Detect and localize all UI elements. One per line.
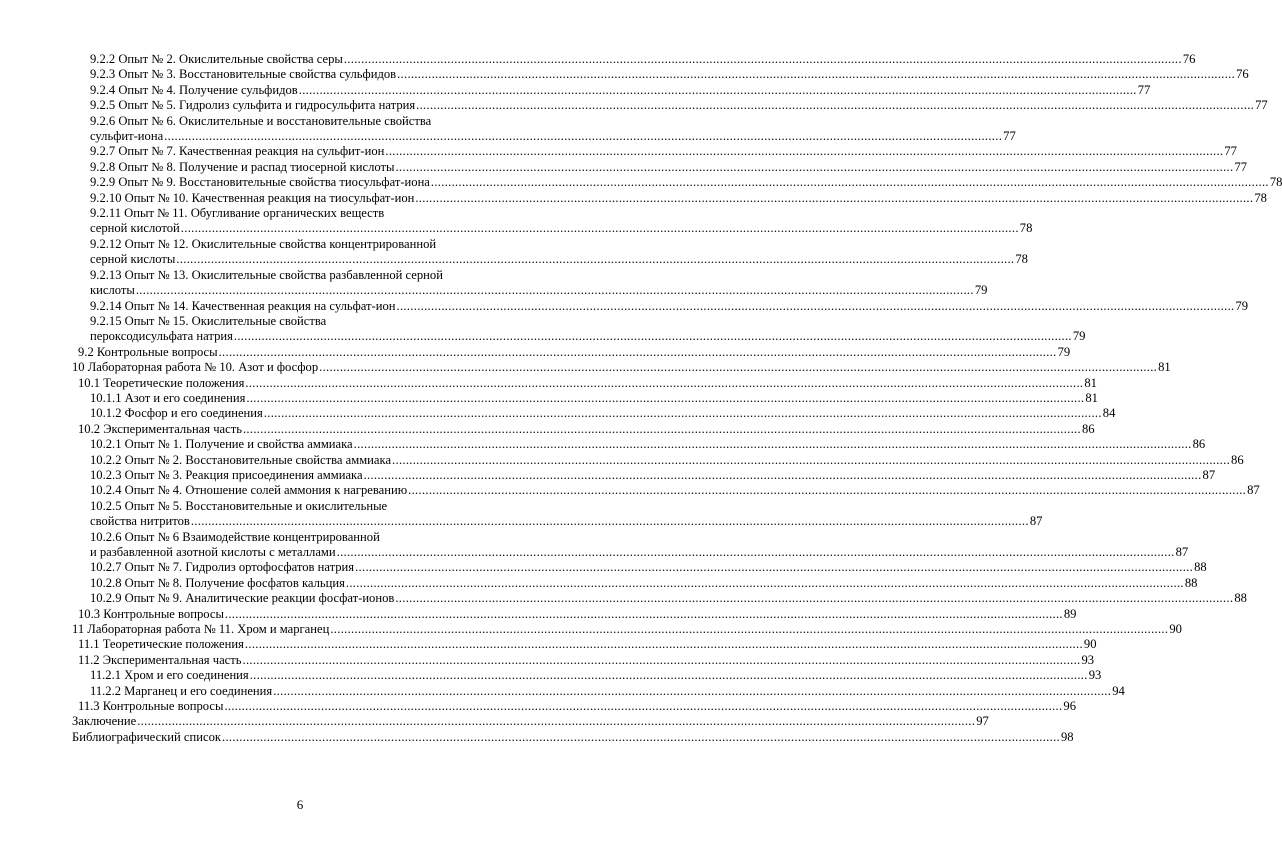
- dot-leader: ...................................................................................................................................................................................................................................................: [164, 129, 1003, 144]
- toc-entry-row: [72, 360, 1171, 375]
- dot-leader: ...................................................................................................................................................................................................................................................: [273, 683, 1112, 698]
- dot-leader: ...................................................................................................................................................................................................................................................: [263, 406, 1102, 421]
- toc-entry-title-line: 9.2.12 Опыт № 12. Окислительные свойства концентрированной: [90, 236, 437, 251]
- toc-entry-title: серной кислотой: [90, 221, 180, 236]
- toc-entry-title: свойства нитритов: [90, 514, 190, 529]
- toc-entry-title: 9.2.5 Опыт № 5. Гидролиз сульфита и гидросульфита натрия: [90, 98, 416, 113]
- toc-entry-row: [90, 575, 1198, 591]
- dot-leader: ...................................................................................................................................................................................................................................................: [244, 637, 1083, 652]
- toc-page-number: 78: [1269, 175, 1282, 190]
- toc-entry-title: 10.2 Экспериментальная часть: [78, 421, 242, 436]
- toc-entry[interactable]: [72, 267, 988, 299]
- dot-leader: ...................................................................................................................................................................................................................................................: [245, 375, 1084, 390]
- toc-entry-title: 10.2.3 Опыт № 3. Реакция присоединения аммиака: [90, 467, 363, 482]
- toc-entry[interactable]: [72, 113, 1016, 145]
- toc-page-number: 77: [1003, 129, 1016, 144]
- toc-page-number: 78: [1254, 190, 1267, 205]
- dot-leader: ...................................................................................................................................................................................................................................................: [430, 175, 1269, 190]
- toc-entry-row: [90, 390, 1098, 406]
- dot-leader: ...................................................................................................................................................................................................................................................: [249, 668, 1088, 683]
- toc-entry[interactable]: [72, 175, 1282, 190]
- dot-leader: ...................................................................................................................................................................................................................................................: [343, 52, 1182, 66]
- toc-entry-row: [90, 190, 1267, 206]
- toc-entry[interactable]: [72, 190, 1267, 206]
- toc-entry-row: [90, 467, 1216, 483]
- dot-leader: ...................................................................................................................................................................................................................................................: [135, 283, 974, 298]
- dot-leader: ...................................................................................................................................................................................................................................................: [180, 221, 1019, 236]
- toc-page-number: 81: [1158, 360, 1171, 375]
- toc-entry[interactable]: [72, 360, 1171, 375]
- toc-entry-title: 9.2.3 Опыт № 3. Восстановительные свойства сульфидов: [90, 67, 397, 82]
- dot-leader: ...................................................................................................................................................................................................................................................: [242, 652, 1081, 667]
- toc-entry[interactable]: [72, 606, 1077, 622]
- dot-leader: ...................................................................................................................................................................................................................................................: [345, 575, 1184, 590]
- dot-leader: ...................................................................................................................................................................................................................................................: [319, 360, 1158, 375]
- toc-entry[interactable]: [72, 437, 1206, 452]
- toc-entry[interactable]: [72, 390, 1098, 406]
- toc-entry-row: [90, 406, 1116, 421]
- toc-entry-row: [78, 375, 1097, 391]
- dot-leader: ...................................................................................................................................................................................................................................................: [176, 252, 1015, 267]
- toc-entry-row: [78, 344, 1071, 360]
- toc-entry-title: 10.2.9 Опыт № 9. Аналитические реакции фосфат-ионов: [90, 591, 395, 606]
- toc-entry-title: 10.2.4 Опыт № 4. Отношение солей аммония к нагреванию: [90, 483, 408, 498]
- toc-entry[interactable]: [72, 498, 1043, 530]
- toc-page-number: 79: [1072, 329, 1086, 344]
- toc-page-number: 94: [1112, 683, 1125, 698]
- toc-page-number: 81: [1084, 375, 1097, 390]
- toc-entry-row: [90, 452, 1244, 468]
- toc-entry-title: 9.2.8 Опыт № 8. Получение и распад тиосерной кислоты: [90, 159, 395, 174]
- toc-entry-title: 11.2.1 Хром и его соединения: [90, 668, 249, 683]
- toc-page-number: 96: [1063, 699, 1076, 714]
- toc-entry-row: [78, 421, 1095, 437]
- toc-entry-row: [90, 437, 1206, 452]
- toc-entry[interactable]: [72, 236, 1028, 268]
- dot-leader: ...................................................................................................................................................................................................................................................: [246, 390, 1085, 405]
- toc-entry-title: кислоты: [90, 283, 135, 298]
- toc-page-number: 77: [1255, 98, 1268, 113]
- toc-page-number: 86: [1231, 452, 1244, 467]
- toc-entry-title-line: 9.2.6 Опыт № 6. Окислительные и восстановительные свойства: [90, 113, 432, 128]
- toc-entry-title: Библиографический список: [72, 729, 221, 744]
- toc-entry-row: [90, 683, 1125, 699]
- toc-entry-row: [90, 82, 1151, 98]
- dot-leader: ...................................................................................................................................................................................................................................................: [363, 467, 1202, 482]
- toc-page-number: 77: [1224, 144, 1237, 159]
- toc-page-number: 88: [1184, 575, 1198, 590]
- toc-page-number: 76: [1182, 52, 1196, 66]
- toc-entry-row: [90, 144, 1237, 159]
- toc-entry-row: [90, 298, 1249, 314]
- toc-entry-row: [90, 67, 1249, 82]
- toc-entry[interactable]: [72, 683, 1125, 699]
- toc-entry[interactable]: [72, 67, 1249, 82]
- toc-entry[interactable]: [72, 529, 1189, 561]
- dot-leader: ...................................................................................................................................................................................................................................................: [397, 67, 1236, 82]
- toc-entry-title-line: 9.2.13 Опыт № 13. Окислительные свойства разбавленной серной: [90, 267, 443, 282]
- toc-entry[interactable]: [72, 98, 1268, 113]
- dot-leader: ...................................................................................................................................................................................................................................................: [222, 729, 1060, 744]
- toc-entry[interactable]: [72, 159, 1248, 175]
- toc-entry-title: 10.2.2 Опыт № 2. Восстановительные свойства аммиака: [90, 452, 392, 467]
- toc-entry[interactable]: [72, 82, 1151, 98]
- toc-page-number: 88: [1234, 591, 1247, 606]
- toc-entry-row: [90, 483, 1260, 498]
- toc-page-number: 77: [1234, 159, 1248, 174]
- toc-entry[interactable]: [72, 652, 1095, 668]
- toc-entry-row: [78, 637, 1097, 652]
- toc-entry[interactable]: [72, 375, 1097, 391]
- toc-entry-title: 9.2.2 Опыт № 2. Окислительные свойства серы: [90, 52, 343, 66]
- toc-entry[interactable]: [72, 467, 1216, 483]
- toc-entry[interactable]: [72, 575, 1198, 591]
- toc-entry[interactable]: [72, 406, 1116, 421]
- toc-entry-title-line: 10.2.5 Опыт № 5. Восстановительные и окислительные: [90, 498, 388, 513]
- toc-entry-row: [72, 714, 989, 729]
- toc-entry[interactable]: [72, 637, 1097, 652]
- toc-page-number: 78: [1015, 252, 1028, 267]
- toc-entry[interactable]: [72, 52, 1196, 67]
- toc-page-number: 93: [1081, 652, 1095, 667]
- toc-entry-row: [90, 52, 1196, 67]
- toc-entry[interactable]: [72, 344, 1071, 360]
- toc-entry-title-line: 9.2.11 Опыт № 11. Обугливание органических веществ: [90, 206, 385, 221]
- toc-entry-title: 9.2 Контрольные вопросы: [78, 344, 218, 359]
- dot-leader: ...................................................................................................................................................................................................................................................: [353, 437, 1192, 452]
- toc-entry-row: [90, 283, 988, 298]
- table-of-contents: [72, 52, 1282, 745]
- toc-entry[interactable]: [72, 699, 1076, 714]
- dot-leader: ...................................................................................................................................................................................................................................................: [395, 591, 1234, 606]
- toc-entry-title: 9.2.10 Опыт № 10. Качественная реакция на тиосульфат-ион: [90, 190, 415, 205]
- toc-page-number: 93: [1088, 668, 1102, 683]
- toc-entry-row: [90, 329, 1086, 344]
- toc-page-number: 78: [1019, 221, 1033, 236]
- dot-leader: ...................................................................................................................................................................................................................................................: [233, 329, 1072, 344]
- dot-leader: ...................................................................................................................................................................................................................................................: [224, 699, 1063, 714]
- toc-entry-row: [72, 622, 1182, 637]
- toc-page-number: 81: [1085, 390, 1098, 405]
- toc-page-number: 90: [1169, 622, 1182, 637]
- toc-entry-title: сульфит-иона: [90, 129, 164, 144]
- toc-entry-title: 9.2.7 Опыт № 7. Качественная реакция на сульфит-ион: [90, 144, 385, 159]
- toc-entry-title: серной кислоты: [90, 252, 176, 267]
- toc-page-number: 79: [1235, 298, 1249, 313]
- toc-entry-title: 10.2.7 Опыт № 7. Гидролиз ортофосфатов натрия: [90, 560, 355, 575]
- dot-leader: ...................................................................................................................................................................................................................................................: [190, 514, 1029, 529]
- toc-page-number: 87: [1175, 545, 1189, 559]
- dot-leader: ...................................................................................................................................................................................................................................................: [385, 144, 1224, 159]
- toc-entry-row: [78, 606, 1077, 622]
- toc-entry-title: 9.2.4 Опыт № 4. Получение сульфидов: [90, 82, 298, 97]
- toc-page-number: 86: [1192, 437, 1206, 452]
- toc-entry-title: Заключение: [72, 714, 137, 729]
- toc-entry[interactable]: [72, 421, 1095, 437]
- toc-entry[interactable]: [72, 622, 1182, 637]
- toc-entry-row: [72, 729, 1074, 745]
- toc-page-number: 90: [1083, 637, 1097, 652]
- toc-entry-row: [90, 159, 1248, 175]
- toc-entry-title: 9.2.9 Опыт № 9. Восстановительные свойства тиосульфат-иона: [90, 175, 430, 190]
- toc-page-number: 77: [1137, 82, 1151, 97]
- toc-entry-title: пероксодисульфата натрия: [90, 329, 233, 344]
- dot-leader: ...................................................................................................................................................................................................................................................: [224, 606, 1063, 621]
- dot-leader: ...................................................................................................................................................................................................................................................: [396, 298, 1235, 313]
- dot-leader: ...................................................................................................................................................................................................................................................: [298, 82, 1137, 97]
- toc-entry-row: [90, 591, 1247, 606]
- toc-entry-row: [90, 129, 1016, 144]
- dot-leader: ...................................................................................................................................................................................................................................................: [415, 190, 1254, 205]
- toc-entry[interactable]: [72, 206, 1033, 237]
- toc-entry-row: [90, 545, 1189, 560]
- toc-entry-title: 11.3 Контрольные вопросы: [78, 699, 224, 714]
- toc-page-number: 87: [1029, 514, 1043, 529]
- toc-page-number: 98: [1060, 729, 1074, 744]
- toc-entry-title: 10.3 Контрольные вопросы: [78, 606, 224, 621]
- toc-entry-row: [90, 668, 1102, 683]
- dot-leader: ...................................................................................................................................................................................................................................................: [330, 622, 1169, 637]
- toc-page-number: 76: [1236, 67, 1249, 82]
- toc-page-number: 97: [976, 714, 989, 729]
- dot-leader: ...................................................................................................................................................................................................................................................: [392, 452, 1231, 467]
- toc-entry-title: 11.1 Теоретические положения: [78, 637, 244, 652]
- page-number: 6: [296, 797, 304, 812]
- dot-leader: ...................................................................................................................................................................................................................................................: [416, 98, 1255, 113]
- toc-page-number: 79: [974, 283, 988, 298]
- toc-entry[interactable]: [72, 452, 1244, 468]
- toc-entry-title: 10.2.1 Опыт № 1. Получение и свойства аммиака: [90, 437, 353, 452]
- dot-leader: ...................................................................................................................................................................................................................................................: [395, 159, 1234, 174]
- toc-entry-title: 10 Лабораторная работа № 10. Азот и фосфор: [72, 360, 319, 375]
- toc-page-number: 87: [1247, 483, 1260, 498]
- toc-entry[interactable]: [72, 298, 1249, 314]
- toc-page-number: 89: [1063, 606, 1077, 621]
- toc-entry[interactable]: [72, 591, 1247, 606]
- toc-entry-title: 10.1.1 Азот и его соединения: [90, 390, 246, 405]
- dot-leader: ...................................................................................................................................................................................................................................................: [242, 421, 1081, 436]
- toc-entry[interactable]: [72, 560, 1207, 575]
- toc-entry-title: и разбавленной азотной кислоты с металлами: [90, 545, 336, 559]
- toc-entry-row: [90, 98, 1268, 113]
- toc-entry[interactable]: [72, 729, 1074, 745]
- toc-entry-title: 10.1.2 Фосфор и его соединения: [90, 406, 263, 421]
- toc-entry[interactable]: [72, 313, 1086, 345]
- toc-entry[interactable]: [72, 144, 1237, 159]
- toc-entry-row: [90, 252, 1028, 267]
- toc-entry-row: [78, 652, 1095, 668]
- toc-entry-title: 11 Лабораторная работа № 11. Хром и марганец: [72, 622, 330, 637]
- dot-leader: ...................................................................................................................................................................................................................................................: [218, 344, 1057, 359]
- toc-entry-title: 9.2.14 Опыт № 14. Качественная реакция на сульфат-ион: [90, 298, 396, 313]
- dot-leader: ...................................................................................................................................................................................................................................................: [137, 714, 976, 729]
- toc-page-number: 84: [1102, 406, 1116, 421]
- toc-entry-row: [90, 221, 1033, 236]
- toc-entry-title: 11.2 Экспериментальная часть: [78, 652, 242, 667]
- dot-leader: ...................................................................................................................................................................................................................................................: [355, 560, 1194, 575]
- toc-entry[interactable]: [72, 714, 989, 729]
- toc-page-number: 87: [1202, 467, 1216, 482]
- toc-entry-row: [90, 514, 1043, 529]
- toc-entry-title: 11.2.2 Марганец и его соединения: [90, 683, 273, 698]
- toc-entry-title: 10.1 Теоретические положения: [78, 375, 245, 390]
- toc-entry[interactable]: [72, 668, 1102, 683]
- toc-entry-row: [90, 560, 1207, 575]
- toc-entry-row: [78, 699, 1076, 714]
- toc-entry-title-line: 9.2.15 Опыт № 15. Окислительные свойства: [90, 313, 327, 328]
- toc-entry[interactable]: [72, 483, 1260, 498]
- toc-entry-title: 10.2.8 Опыт № 8. Получение фосфатов кальция: [90, 575, 345, 590]
- toc-page-number: 88: [1194, 560, 1207, 575]
- toc-page-number: 86: [1081, 421, 1095, 436]
- dot-leader: ...................................................................................................................................................................................................................................................: [408, 483, 1247, 498]
- toc-entry-row: [90, 175, 1282, 190]
- dot-leader: ...................................................................................................................................................................................................................................................: [336, 545, 1175, 559]
- toc-page-number: 79: [1057, 344, 1071, 359]
- toc-entry-title-line: 10.2.6 Опыт № 6 Взаимодействие концентрированной: [90, 529, 380, 544]
